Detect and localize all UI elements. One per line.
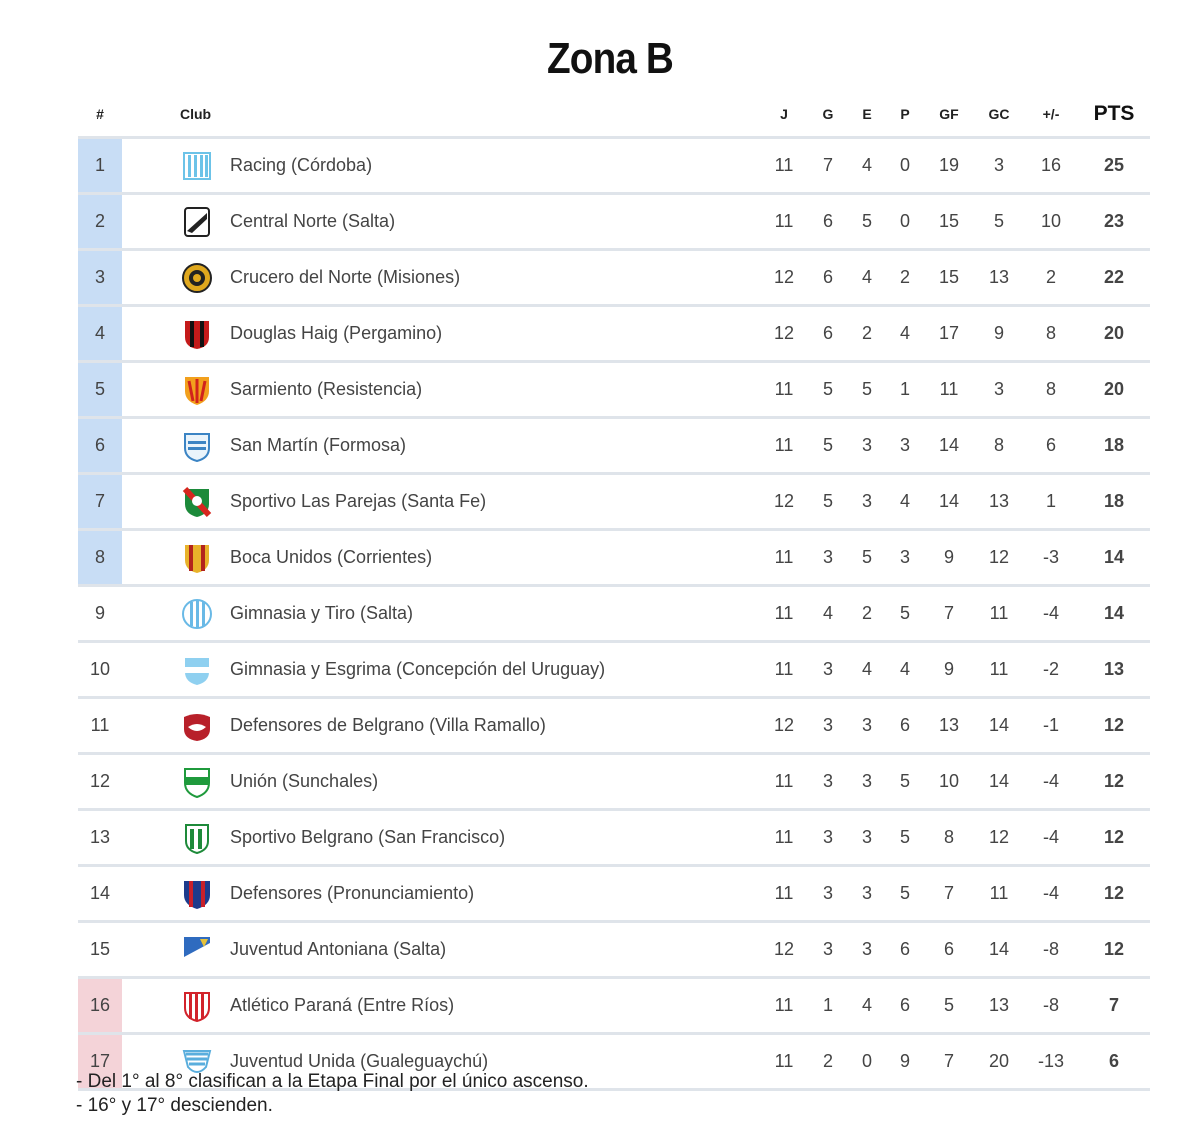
table-row <box>78 698 1150 754</box>
row-g: 6 <box>808 306 848 362</box>
row-g: 6 <box>808 194 848 250</box>
row-gc: 14 <box>974 754 1024 810</box>
atletico-parana-crest-icon <box>180 989 214 1023</box>
defensores-pronunciamiento-crest-icon <box>180 877 214 911</box>
row-pts: 13 <box>1078 642 1150 698</box>
row-pts: 18 <box>1078 418 1150 474</box>
row-position: 8 <box>78 530 122 586</box>
row-diff: 16 <box>1024 138 1078 194</box>
row-club-name: Racing (Córdoba) <box>230 155 373 175</box>
row-club-cell <box>122 362 760 418</box>
header-j: J <box>760 92 808 138</box>
row-g: 4 <box>808 586 848 642</box>
row-club-cell <box>122 418 760 474</box>
row-gc: 11 <box>974 642 1024 698</box>
table-row <box>78 250 1150 306</box>
row-club-name: Sarmiento (Resistencia) <box>230 379 423 399</box>
row-p: 0 <box>886 194 924 250</box>
row-e: 5 <box>848 530 886 586</box>
row-position: 17 <box>78 1034 122 1090</box>
row-j: 12 <box>760 474 808 530</box>
row-pts: 25 <box>1078 138 1150 194</box>
row-p: 6 <box>886 698 924 754</box>
row-gf: 8 <box>924 810 974 866</box>
row-g: 3 <box>808 530 848 586</box>
row-g: 3 <box>808 698 848 754</box>
gimnasia-esgrima-crest-icon <box>180 653 214 687</box>
row-club-name: Juventud Unida (Gualeguaychú) <box>230 1051 489 1071</box>
row-club-cell <box>122 642 760 698</box>
table-row <box>78 306 1150 362</box>
row-position: 5 <box>78 362 122 418</box>
row-p: 5 <box>886 810 924 866</box>
row-j: 12 <box>760 250 808 306</box>
row-g: 1 <box>808 978 848 1034</box>
union-crest-icon <box>180 765 214 799</box>
defensores-belgrano-crest-icon <box>180 709 214 743</box>
row-e: 2 <box>848 586 886 642</box>
footnotes <box>76 1070 589 1118</box>
row-j: 11 <box>760 586 808 642</box>
row-p: 4 <box>886 306 924 362</box>
table-row <box>78 978 1150 1034</box>
row-e: 4 <box>848 138 886 194</box>
row-gf: 6 <box>924 922 974 978</box>
row-e: 3 <box>848 922 886 978</box>
san-martin-crest-icon <box>180 429 214 463</box>
table-row <box>78 474 1150 530</box>
row-club-name: Juventud Antoniana (Salta) <box>230 939 447 959</box>
row-pts: 22 <box>1078 250 1150 306</box>
row-club-cell <box>122 978 760 1034</box>
row-j: 12 <box>760 306 808 362</box>
row-g: 7 <box>808 138 848 194</box>
boca-unidos-crest-icon <box>180 541 214 575</box>
table-row <box>78 530 1150 586</box>
row-position: 14 <box>78 866 122 922</box>
row-club-cell <box>122 194 760 250</box>
row-gc: 5 <box>974 194 1024 250</box>
row-gf: 7 <box>924 586 974 642</box>
table-row <box>78 362 1150 418</box>
row-pts: 14 <box>1078 586 1150 642</box>
row-p: 0 <box>886 138 924 194</box>
row-position: 13 <box>78 810 122 866</box>
row-gc: 13 <box>974 250 1024 306</box>
row-pts: 20 <box>1078 306 1150 362</box>
row-p: 1 <box>886 362 924 418</box>
row-j: 11 <box>760 362 808 418</box>
row-gc: 12 <box>974 810 1024 866</box>
row-e: 0 <box>848 1034 886 1090</box>
row-diff: -4 <box>1024 810 1078 866</box>
table-body <box>78 138 1150 1090</box>
row-club-cell <box>122 250 760 306</box>
row-e: 4 <box>848 642 886 698</box>
row-club-cell <box>122 810 760 866</box>
sportivo-belgrano-crest-icon <box>180 821 214 855</box>
table-row <box>78 194 1150 250</box>
table-row <box>78 418 1150 474</box>
row-g: 3 <box>808 754 848 810</box>
row-club-cell <box>122 306 760 362</box>
row-club-cell <box>122 586 760 642</box>
row-gc: 14 <box>974 698 1024 754</box>
row-diff: -8 <box>1024 978 1078 1034</box>
row-e: 5 <box>848 194 886 250</box>
footnote-qualify: - Del 1° al 8° clasifican a la Etapa Final por el único ascenso. <box>76 1071 589 1092</box>
row-e: 5 <box>848 362 886 418</box>
header-gf: GF <box>924 92 974 138</box>
row-p: 5 <box>886 586 924 642</box>
row-gf: 15 <box>924 194 974 250</box>
row-gf: 7 <box>924 1034 974 1090</box>
row-gc: 8 <box>974 418 1024 474</box>
row-e: 3 <box>848 754 886 810</box>
page-title: Zona B <box>547 34 673 83</box>
row-p: 5 <box>886 754 924 810</box>
racing-crest-icon <box>180 149 214 183</box>
row-gf: 14 <box>924 418 974 474</box>
row-club-name: Boca Unidos (Corrientes) <box>230 547 433 567</box>
row-gf: 11 <box>924 362 974 418</box>
row-j: 11 <box>760 754 808 810</box>
row-diff: -4 <box>1024 866 1078 922</box>
row-club-name: Central Norte (Salta) <box>230 211 396 231</box>
row-gc: 12 <box>974 530 1024 586</box>
row-position: 2 <box>78 194 122 250</box>
row-gf: 9 <box>924 642 974 698</box>
row-gf: 15 <box>924 250 974 306</box>
row-club-name: Sportivo Las Parejas (Santa Fe) <box>230 491 487 511</box>
header-club: Club <box>122 92 760 138</box>
table-row <box>78 642 1150 698</box>
row-position: 16 <box>78 978 122 1034</box>
row-e: 3 <box>848 474 886 530</box>
row-diff: -13 <box>1024 1034 1078 1090</box>
row-club-name: Crucero del Norte (Misiones) <box>230 267 461 287</box>
row-pts: 23 <box>1078 194 1150 250</box>
row-pts: 7 <box>1078 978 1150 1034</box>
row-diff: 8 <box>1024 306 1078 362</box>
row-club-name: Defensores de Belgrano (Villa Ramallo) <box>230 715 546 735</box>
row-gf: 17 <box>924 306 974 362</box>
row-club-name: Gimnasia y Tiro (Salta) <box>230 603 414 623</box>
row-g: 3 <box>808 810 848 866</box>
row-club-cell <box>122 922 760 978</box>
row-j: 11 <box>760 1034 808 1090</box>
row-j: 11 <box>760 194 808 250</box>
crucero-crest-icon <box>180 261 214 295</box>
row-club-name: Unión (Sunchales) <box>230 771 379 791</box>
douglas-haig-crest-icon <box>180 317 214 351</box>
row-position: 12 <box>78 754 122 810</box>
row-diff: 1 <box>1024 474 1078 530</box>
row-pts: 12 <box>1078 810 1150 866</box>
row-p: 3 <box>886 418 924 474</box>
footnote-relegate: - 16° y 17° descienden. <box>76 1095 273 1116</box>
row-club-name: Sportivo Belgrano (San Francisco) <box>230 827 506 847</box>
row-club-name: Atlético Paraná (Entre Ríos) <box>230 995 455 1015</box>
row-club-cell <box>122 474 760 530</box>
row-g: 3 <box>808 922 848 978</box>
row-p: 5 <box>886 866 924 922</box>
row-diff: 2 <box>1024 250 1078 306</box>
row-gc: 14 <box>974 922 1024 978</box>
header-g: G <box>808 92 848 138</box>
table-row <box>78 810 1150 866</box>
row-pts: 6 <box>1078 1034 1150 1090</box>
las-parejas-crest-icon <box>180 485 214 519</box>
row-gc: 11 <box>974 866 1024 922</box>
row-position: 15 <box>78 922 122 978</box>
row-e: 3 <box>848 866 886 922</box>
row-gc: 11 <box>974 586 1024 642</box>
row-club-cell <box>122 530 760 586</box>
header-p: P <box>886 92 924 138</box>
row-pts: 14 <box>1078 530 1150 586</box>
row-p: 4 <box>886 474 924 530</box>
row-pts: 18 <box>1078 474 1150 530</box>
row-e: 3 <box>848 418 886 474</box>
row-pts: 12 <box>1078 754 1150 810</box>
row-gf: 19 <box>924 138 974 194</box>
row-e: 3 <box>848 810 886 866</box>
standings-table <box>78 92 1150 1091</box>
row-g: 5 <box>808 362 848 418</box>
row-diff: 8 <box>1024 362 1078 418</box>
row-p: 6 <box>886 978 924 1034</box>
row-e: 4 <box>848 978 886 1034</box>
row-position: 4 <box>78 306 122 362</box>
row-gf: 5 <box>924 978 974 1034</box>
header-row <box>78 92 1150 138</box>
table-row <box>78 866 1150 922</box>
row-diff: -1 <box>1024 698 1078 754</box>
row-diff: -2 <box>1024 642 1078 698</box>
row-club-name: Douglas Haig (Pergamino) <box>230 323 443 343</box>
row-club-name: Defensores (Pronunciamiento) <box>230 883 475 903</box>
row-j: 11 <box>760 810 808 866</box>
row-position: 6 <box>78 418 122 474</box>
row-e: 3 <box>848 698 886 754</box>
row-position: 10 <box>78 642 122 698</box>
row-j: 11 <box>760 978 808 1034</box>
row-g: 2 <box>808 1034 848 1090</box>
row-j: 12 <box>760 922 808 978</box>
central-norte-crest-icon <box>180 205 214 239</box>
table-row <box>78 754 1150 810</box>
row-diff: -4 <box>1024 754 1078 810</box>
row-club-cell <box>122 866 760 922</box>
row-j: 11 <box>760 418 808 474</box>
row-gc: 20 <box>974 1034 1024 1090</box>
row-gf: 10 <box>924 754 974 810</box>
row-g: 5 <box>808 418 848 474</box>
row-gf: 9 <box>924 530 974 586</box>
row-club-cell <box>122 138 760 194</box>
row-gc: 3 <box>974 138 1024 194</box>
row-gc: 13 <box>974 978 1024 1034</box>
gimnasia-tiro-crest-icon <box>180 597 214 631</box>
row-e: 4 <box>848 250 886 306</box>
row-diff: 10 <box>1024 194 1078 250</box>
row-diff: -3 <box>1024 530 1078 586</box>
row-position: 3 <box>78 250 122 306</box>
row-gf: 13 <box>924 698 974 754</box>
row-g: 3 <box>808 866 848 922</box>
row-position: 7 <box>78 474 122 530</box>
row-gf: 7 <box>924 866 974 922</box>
row-pts: 20 <box>1078 362 1150 418</box>
row-e: 2 <box>848 306 886 362</box>
header-pts: PTS <box>1078 92 1150 138</box>
row-p: 9 <box>886 1034 924 1090</box>
row-diff: -4 <box>1024 586 1078 642</box>
row-g: 6 <box>808 250 848 306</box>
table-row <box>78 586 1150 642</box>
row-j: 11 <box>760 530 808 586</box>
row-gc: 3 <box>974 362 1024 418</box>
row-club-name: San Martín (Formosa) <box>230 435 407 455</box>
sarmiento-crest-icon <box>180 373 214 407</box>
row-club-name: Gimnasia y Esgrima (Concepción del Uruguay) <box>230 659 606 679</box>
table-row <box>78 138 1150 194</box>
row-club-cell <box>122 754 760 810</box>
row-pts: 12 <box>1078 698 1150 754</box>
row-pts: 12 <box>1078 866 1150 922</box>
row-j: 11 <box>760 138 808 194</box>
row-gc: 9 <box>974 306 1024 362</box>
header-diff: +/- <box>1024 92 1078 138</box>
header-e: E <box>848 92 886 138</box>
row-gc: 13 <box>974 474 1024 530</box>
row-pts: 12 <box>1078 922 1150 978</box>
table-row <box>78 922 1150 978</box>
juventud-antoniana-crest-icon <box>180 933 214 967</box>
row-diff: -8 <box>1024 922 1078 978</box>
row-gf: 14 <box>924 474 974 530</box>
row-g: 3 <box>808 642 848 698</box>
row-j: 11 <box>760 642 808 698</box>
row-p: 2 <box>886 250 924 306</box>
row-diff: 6 <box>1024 418 1078 474</box>
header-pos: # <box>78 92 122 138</box>
row-j: 11 <box>760 866 808 922</box>
row-p: 4 <box>886 642 924 698</box>
row-position: 1 <box>78 138 122 194</box>
header-gc: GC <box>974 92 1024 138</box>
row-p: 6 <box>886 922 924 978</box>
row-club-cell <box>122 698 760 754</box>
row-position: 11 <box>78 698 122 754</box>
row-p: 3 <box>886 530 924 586</box>
row-position: 9 <box>78 586 122 642</box>
row-g: 5 <box>808 474 848 530</box>
row-j: 12 <box>760 698 808 754</box>
